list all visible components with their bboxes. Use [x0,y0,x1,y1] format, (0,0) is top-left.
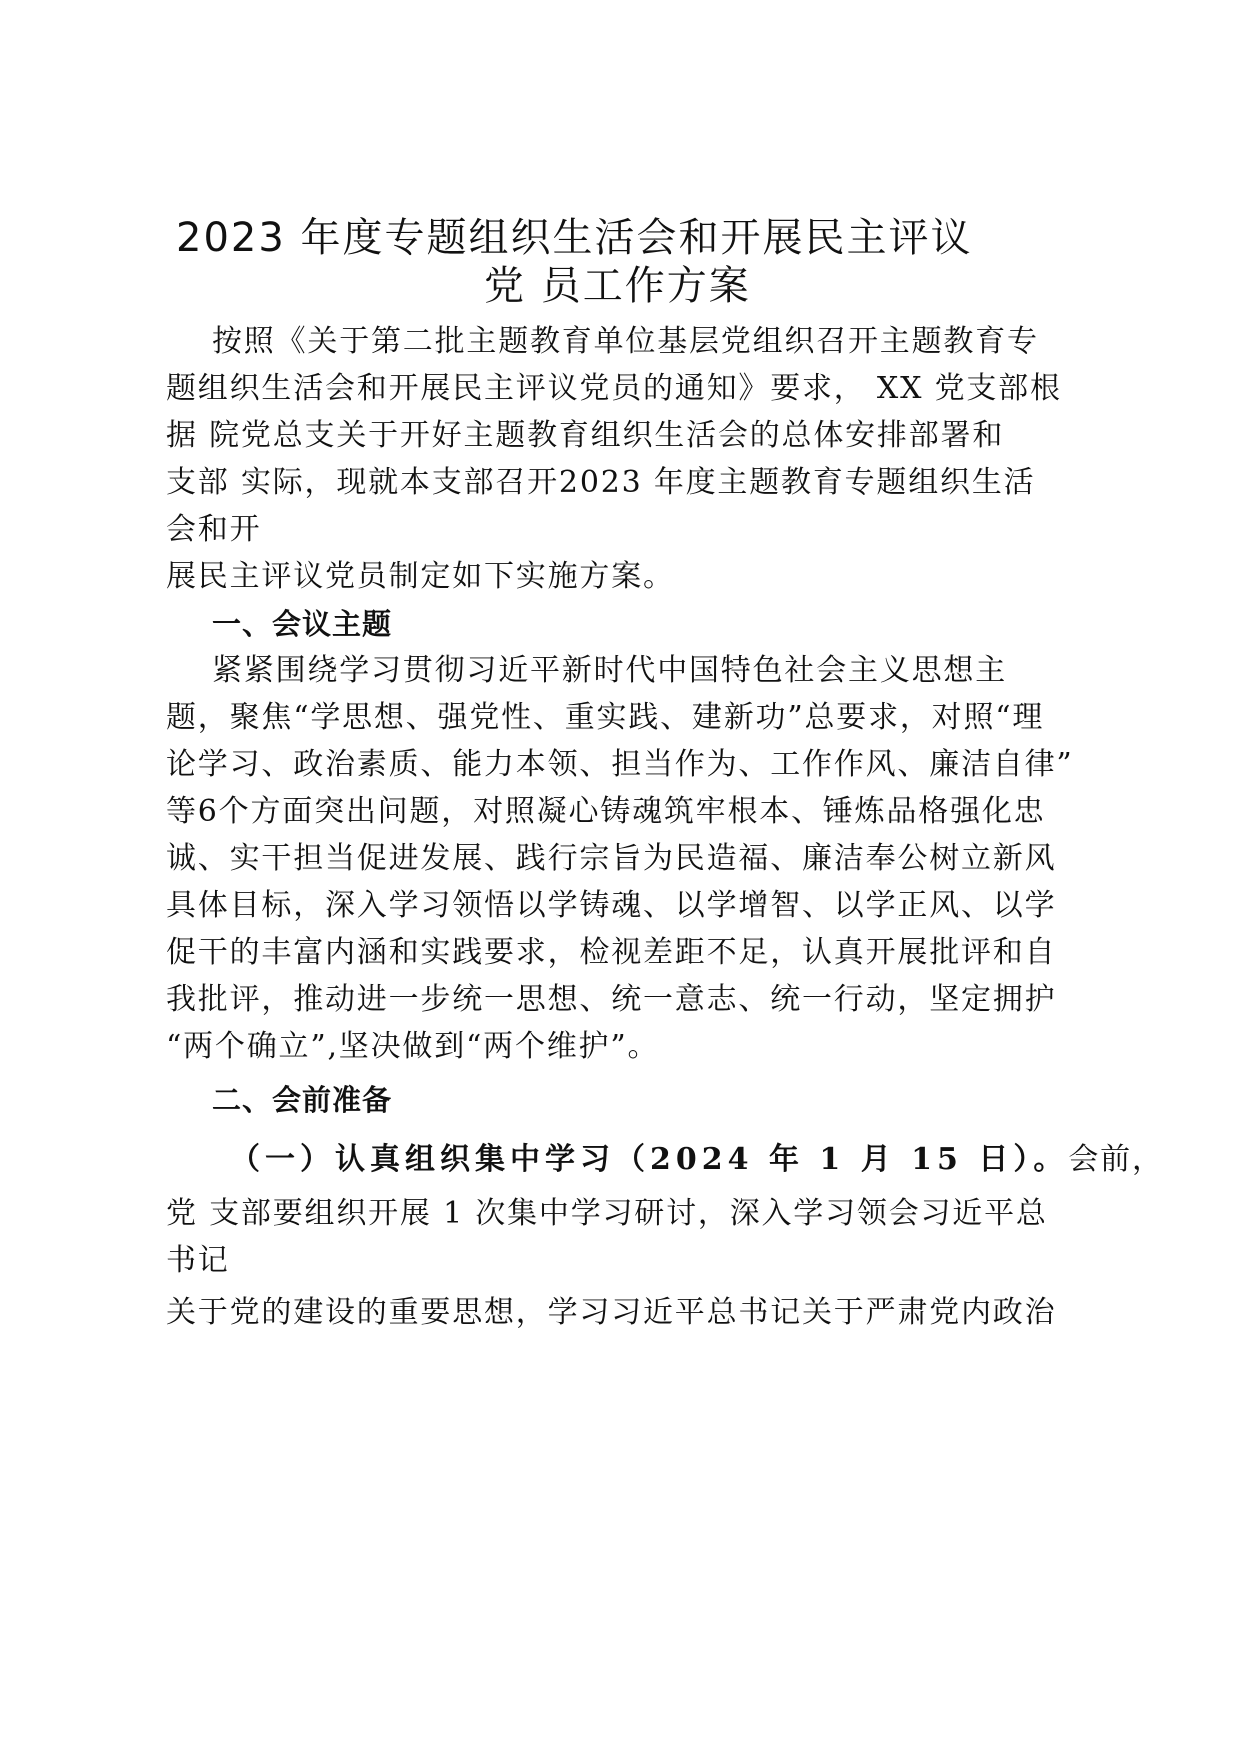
section-1-line-8: 我批评，推动进一步统一思想、统一意志、统一行动，坚定拥护 [166,982,1057,1017]
section-1-line-5: 诚、实干担当促进发展、践行宗旨为民造福、廉洁奉公树立新风 [166,841,1057,876]
subsection-1-text: 会前， [1068,1142,1164,1177]
intro-line-5: 会和开 [166,512,262,547]
intro-line-2: 题组织生活会和开展民主评议党员的通知》要求， XX 党支部根 [166,371,1062,406]
intro-line-4: 支部 实际，现就本支部召开2023 年度主题教育专题组织生活 [166,465,1036,500]
section-2-subsection-line [230,1140,1164,1180]
document-title-line-2: 党 员工作方案 [484,263,751,309]
intro-line-1: 按照《关于第二批主题教育单位基层党组织召开主题教育专 [212,324,1039,359]
section-1-line-2: 题，聚焦“学思想、强党性、重实践、建新功”总要求，对照“理 [166,700,1045,735]
section-2-heading: 二、会前准备 [212,1083,393,1117]
section-1-line-4: 等6个方面突出问题，对照凝心铸魂筑牢根本、锤炼品格强化忠 [166,794,1046,829]
subsection-1-title: （一）认真组织集中学习（2024 年 1 月 15 日）。 [230,1142,1069,1177]
document-title-line-1: 2023 年度专题组织生活会和开展民主评议 [176,215,973,261]
intro-line-6: 展民主评议党员制定如下实施方案。 [166,559,675,594]
section-1-heading: 一、会议主题 [212,607,393,641]
section-1-line-9: “两个确立”,坚决做到“两个维护”。 [166,1029,660,1064]
section-2-line-2: 书记 [166,1243,230,1278]
section-2-line-3: 关于党的建设的重要思想，学习习近平总书记关于严肃党内政治 [166,1295,1057,1330]
section-1-line-7: 促干的丰富内涵和实践要求，检视差距不足，认真开展批评和自 [166,935,1057,970]
section-1-line-1: 紧紧围绕学习贯彻习近平新时代中国特色社会主义思想主 [212,653,1007,688]
intro-line-3: 据 院党总支关于开好主题教育组织生活会的总体安排部署和 [166,418,1005,453]
section-2-line-1: 党 支部要组织开展 1 次集中学习研讨，深入学习领会习近平总 [166,1196,1048,1231]
section-1-line-6: 具体目标，深入学习领悟以学铸魂、以学增智、以学正风、以学 [166,888,1057,923]
section-1-line-3: 论学习、政治素质、能力本领、担当作为、工作作风、廉洁自律” [166,747,1074,782]
